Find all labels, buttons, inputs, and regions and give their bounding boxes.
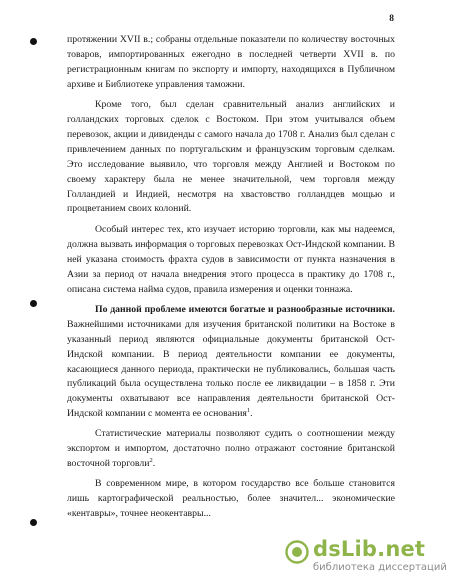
dslib-logo-icon bbox=[285, 540, 309, 564]
paragraph-text: протяжении XVII в.; собраны отдельные показатели по количеству восточных товаров, импортированных ежегодно в последней четверти XVII в. по регистрационным книгам по экспорту и импорту, находящихся в Публичном архиве и Библиотеке управления таможни. bbox=[67, 34, 395, 90]
page-number: 8 bbox=[389, 14, 394, 24]
paragraph bbox=[67, 303, 395, 422]
paragraph-text: В современном мире, в котором государство все больше становится лишь картографической реальностью, более значител... экономические «кентавры», точнее неокентавры... bbox=[67, 478, 395, 520]
binding-hole-mark bbox=[30, 38, 37, 45]
paragraph-lead: По данной проблеме имеются богатые и разнообразные источники. bbox=[95, 303, 395, 315]
footnote-ref[interactable]: 1 bbox=[246, 407, 251, 415]
paragraph bbox=[67, 427, 395, 472]
body-text bbox=[67, 33, 395, 528]
paragraph bbox=[67, 223, 395, 298]
paragraph-text: Важнейшими источниками для изучения британской политики на Востоке в указанный период являются официальные документы британской Ост-Индской компании. В период деятельности компании ее документы, касающиеся данного периода, практически не публиковались, большая часть публикаций была осуществлена только после ее ликвидации – в 1858 г. Эти документы охватывают все направления деятельности британской Ост-Индской компании с момента ее основания bbox=[67, 318, 395, 420]
paragraph bbox=[67, 98, 395, 217]
binding-hole-mark bbox=[30, 519, 37, 526]
footnote-ref[interactable]: 2 bbox=[149, 456, 153, 464]
paragraph-text: Кроме того, был сделан сравнительный анализ английских и голландских торговых сделок с Востоком. При этом учитывался объем перевозок, акции и дивиденды с самого начала до 1708 г. Анализ был сделан с привлечением данных по португальским и французским торговым сделкам. Это исследование выявило, что торговля между Англией и Востоком по своему характеру была не менее значительной, чем торговля между Голландией и Индией, несмотря на хвастовство голландцев мощью и процветанием своих колоний. bbox=[67, 99, 395, 215]
watermark[interactable] bbox=[285, 537, 447, 577]
binding-hole-mark bbox=[30, 300, 37, 307]
paragraph-text: Статистические материалы позволяют судить о соотношении между экспортом и импортом, достаточно полно отражают состояние британской восточной торговли bbox=[67, 428, 395, 469]
paragraph-tail: . bbox=[250, 408, 253, 420]
watermark-logo: dsLib.net bbox=[313, 537, 426, 561]
paragraph bbox=[67, 33, 395, 93]
watermark-subtitle: библиотека диссертаций bbox=[313, 562, 447, 573]
paragraph-tail: . bbox=[152, 457, 156, 469]
paragraph bbox=[67, 477, 395, 522]
paragraph-text: Особый интерес тех, кто изучает историю торговли, как мы надеемся, должна вызвать информация о торговых перевозках Ост-Индской компании. В ней указана стоимость фрахта судов в зависимости от пункта назначения в Азии за период от начала внедрения этого процесса в практику до 1708 г., описана система найма судов, правила измерения и оценки тоннажа. bbox=[67, 223, 395, 295]
